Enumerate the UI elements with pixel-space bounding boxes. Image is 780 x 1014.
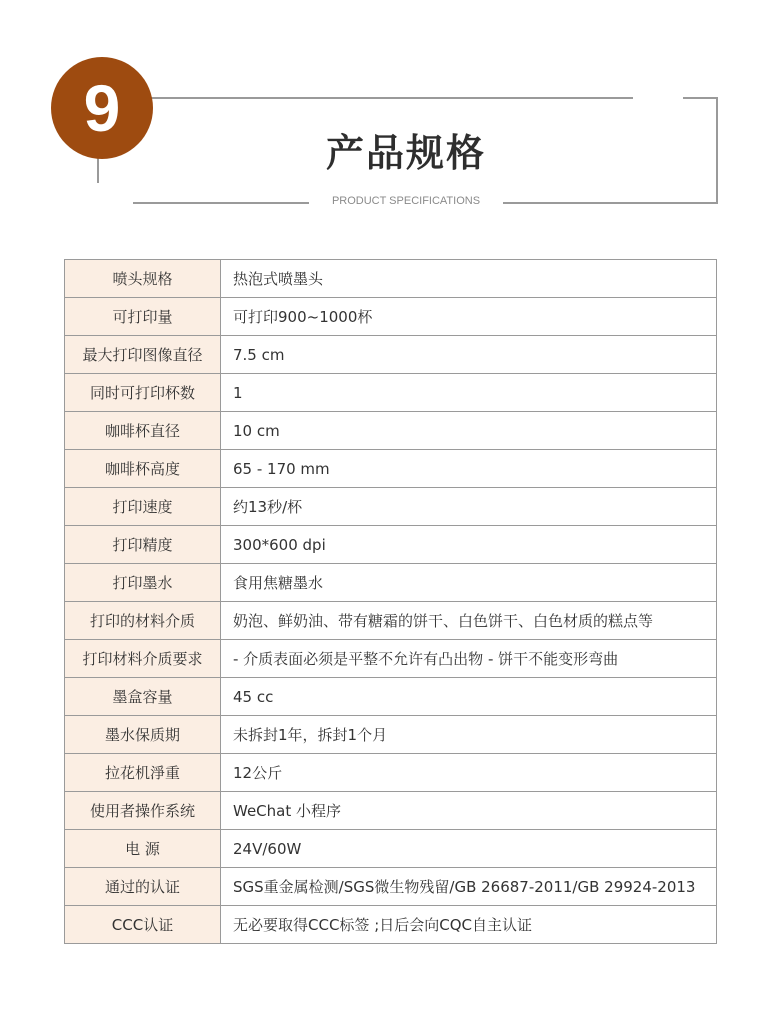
spec-row [65,754,717,792]
specs-table-body [65,260,717,944]
spec-label: 打印精度 [65,526,221,564]
spec-row [65,526,717,564]
spec-label: 同时可打印杯数 [65,374,221,412]
spec-row [65,298,717,336]
spec-value: 24V/60W [221,830,717,868]
spec-row [65,412,717,450]
spec-label: 咖啡杯直径 [65,412,221,450]
spec-label: 可打印量 [65,298,221,336]
spec-label: 拉花机淨重 [65,754,221,792]
spec-value: 12公斤 [221,754,717,792]
spec-value: 无必要取得CCC标签 ;日后会向CQC自主认证 [221,906,717,944]
header-top-right-line [683,97,718,99]
spec-row [65,374,717,412]
spec-value: WeChat 小程序 [221,792,717,830]
page-subtitle: PRODUCT SPECIFICATIONS [331,195,481,207]
spec-label: 咖啡杯高度 [65,450,221,488]
spec-label: 电 源 [65,830,221,868]
specs-table [64,259,717,944]
spec-value: 热泡式喷墨头 [221,260,717,298]
header-bottom-left-line [133,202,309,204]
spec-row [65,260,717,298]
header-top-line [150,97,633,99]
spec-label: 通过的认证 [65,868,221,906]
section-header [0,0,780,240]
spec-label: 最大打印图像直径 [65,336,221,374]
header-bottom-right-line [503,202,718,204]
spec-value: 7.5 cm [221,336,717,374]
spec-row [65,792,717,830]
spec-row [65,868,717,906]
spec-value: 奶泡、鲜奶油、带有糖霜的饼干、白色饼干、白色材质的糕点等 [221,602,717,640]
spec-value: 45 cc [221,678,717,716]
spec-label: 打印的材料介质 [65,602,221,640]
spec-label: 打印墨水 [65,564,221,602]
spec-value: 可打印900~1000杯 [221,298,717,336]
spec-label: 墨盒容量 [65,678,221,716]
spec-row [65,336,717,374]
spec-value: SGS重金属检测/SGS微生物残留/GB 26687-2011/GB 29924-2013 [221,868,717,906]
spec-value: 未拆封1年，拆封1个月 [221,716,717,754]
spec-value: 1 [221,374,717,412]
spec-row [65,564,717,602]
spec-value: 300*600 dpi [221,526,717,564]
spec-label: 打印材料介质要求 [65,640,221,678]
spec-row [65,906,717,944]
spec-label: CCC认证 [65,906,221,944]
spec-label: 打印速度 [65,488,221,526]
spec-row [65,716,717,754]
spec-label: 使用者操作系统 [65,792,221,830]
spec-value: 约13秒/杯 [221,488,717,526]
spec-row [65,602,717,640]
spec-value: 10 cm [221,412,717,450]
spec-row [65,640,717,678]
spec-row [65,488,717,526]
spec-label: 墨水保质期 [65,716,221,754]
section-number: 9 [83,71,121,145]
spec-value: - 介质表面必须是平整不允许有凸出物 - 饼干不能变形弯曲 [221,640,717,678]
spec-row [65,678,717,716]
spec-label: 喷头规格 [65,260,221,298]
spec-row [65,830,717,868]
page-title: 产品规格 [325,131,486,175]
spec-row [65,450,717,488]
spec-value: 食用焦糖墨水 [221,564,717,602]
spec-value: 65 - 170 mm [221,450,717,488]
